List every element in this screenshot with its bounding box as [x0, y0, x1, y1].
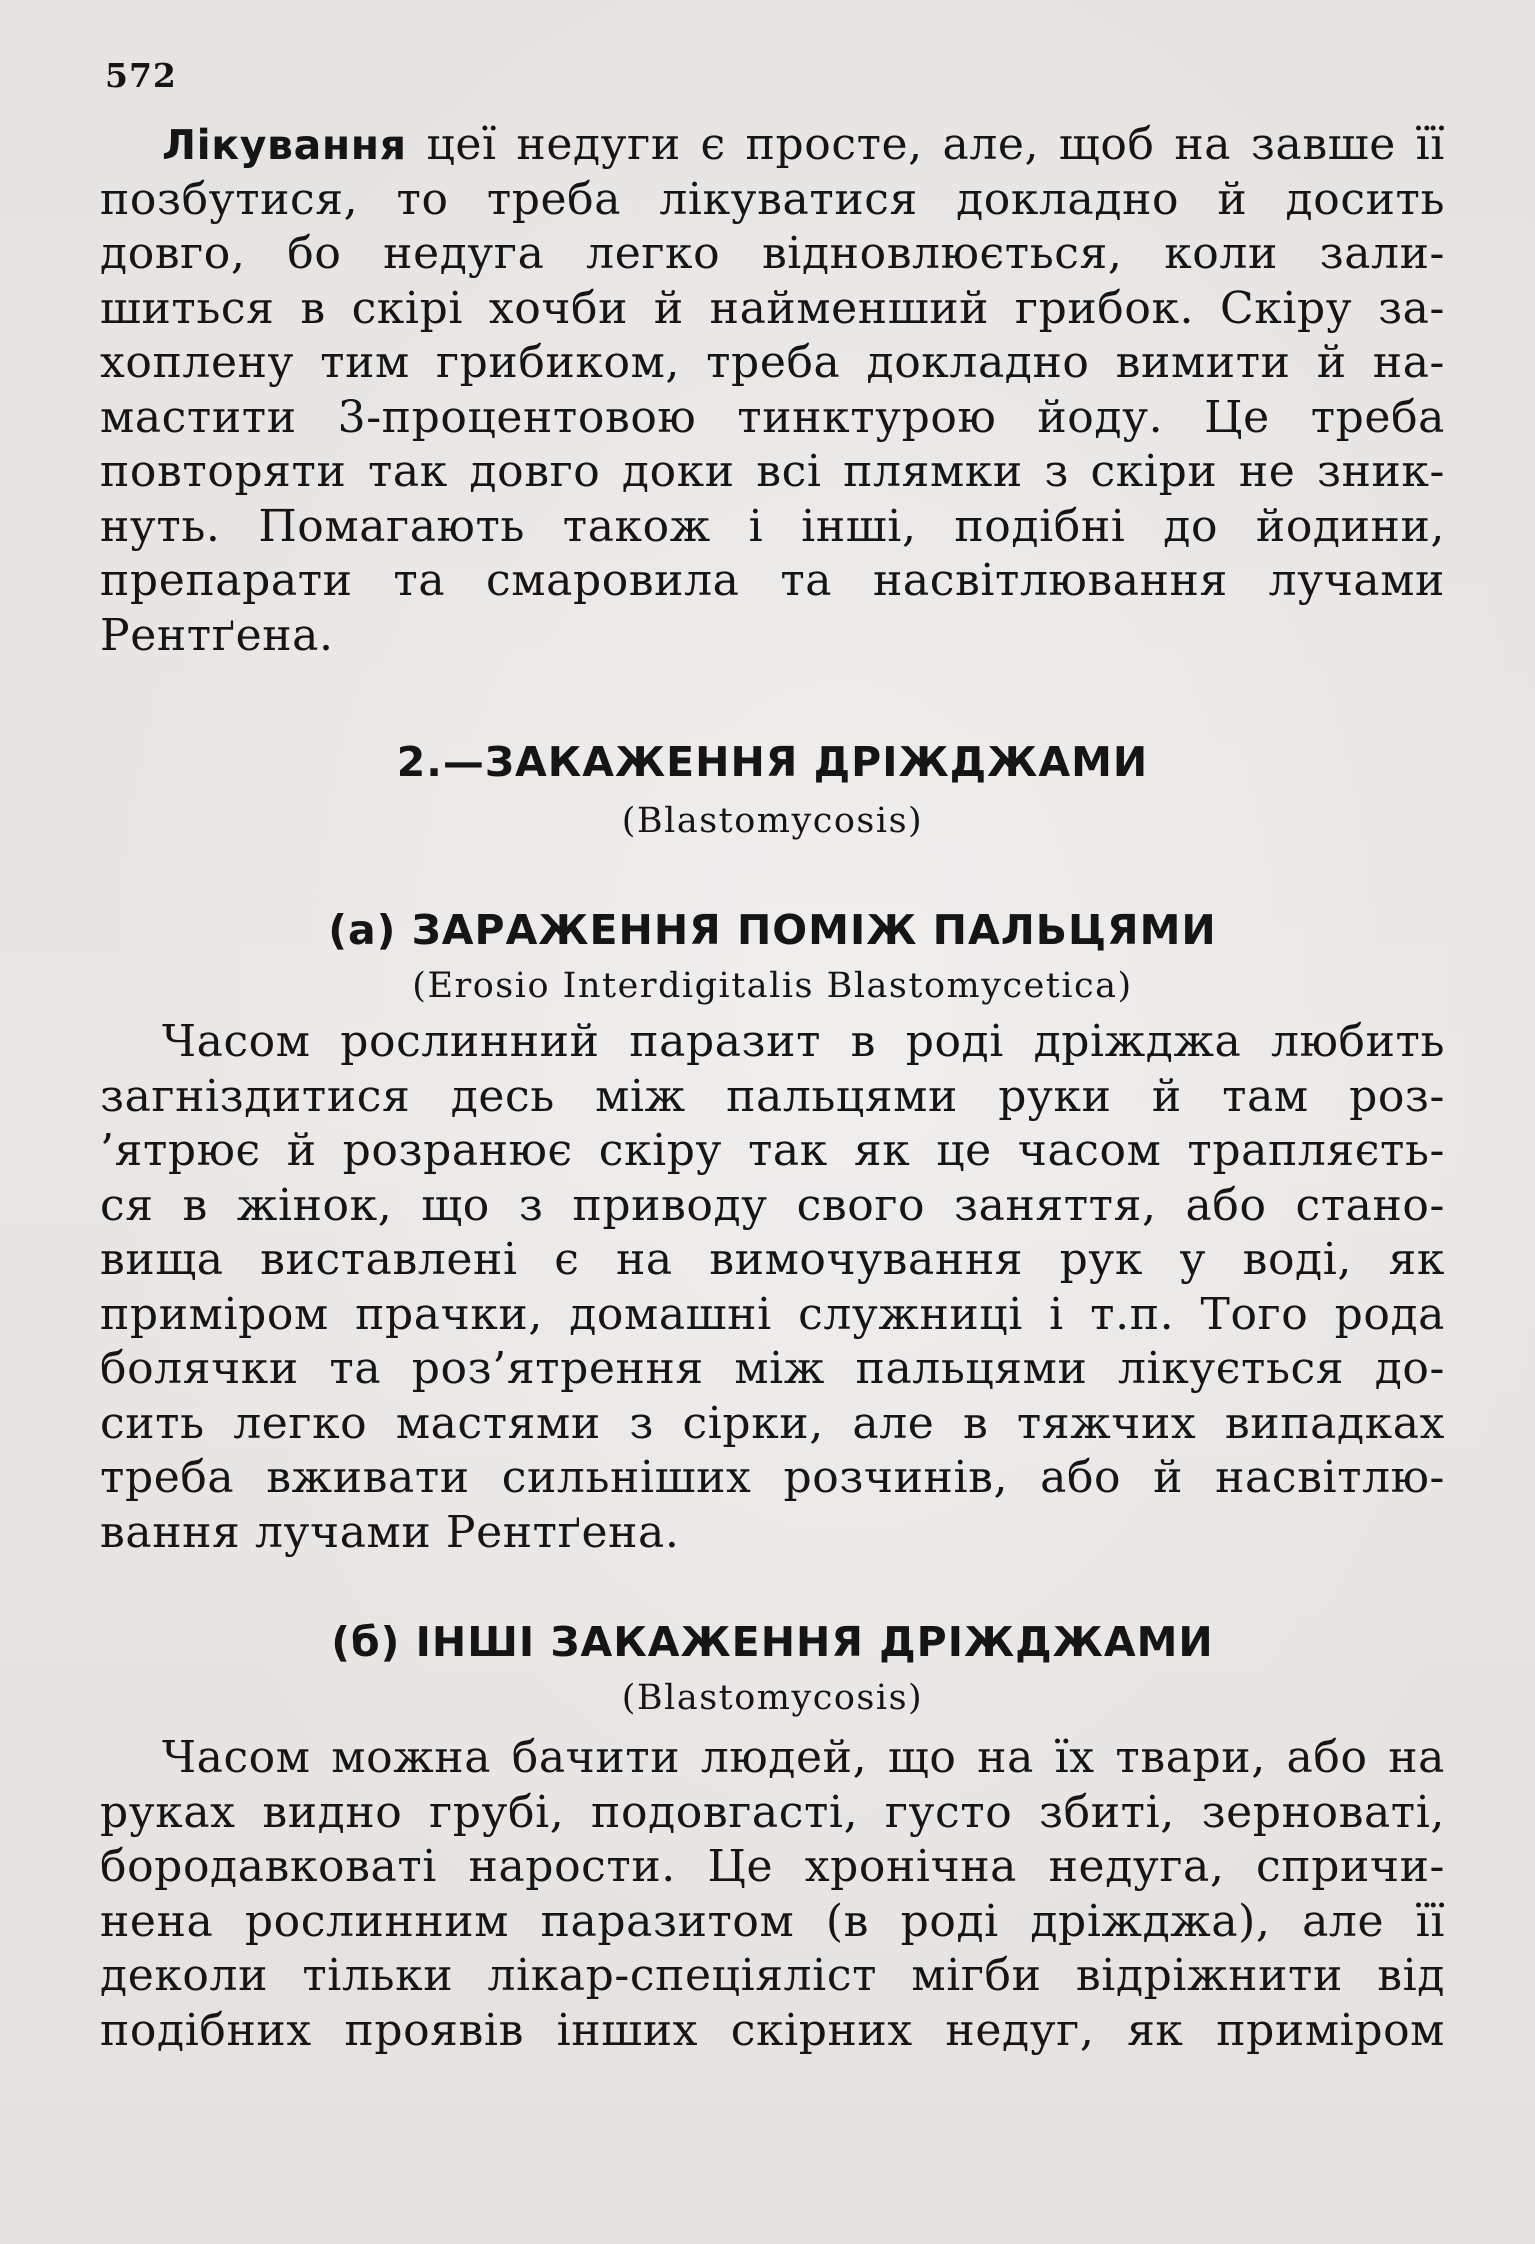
paragraph-line: хоплену тим грибиком, треба докладно вимити й на-	[100, 337, 1445, 388]
treatment-paragraph	[100, 118, 1445, 663]
subsection-heading-other-yeast: (б) ІНШІ ЗАКАЖЕННЯ ДРІЖДЖАМИ	[331, 1618, 1214, 1666]
paragraph-line: вання лучами Рентґена.	[100, 1506, 680, 1558]
paragraph-line: ся в жінок, що з приводу свого заняття, або стано-	[100, 1179, 1445, 1231]
subsection-latin-name: (Erosio Interdigitalis Blastomycetica)	[412, 966, 1133, 1006]
paragraph-line: Лікування цеї недуги є просте, але, щоб на завше її	[162, 119, 1445, 170]
paragraph-line: Рентґена.	[100, 609, 334, 661]
section-latin-name: (Blastomycosis)	[621, 801, 924, 841]
paragraph-line: нуть. Помагають також і інші, подібні до йодини,	[100, 500, 1445, 552]
paragraph-line: позбутися, то треба лікуватися докладно й досить	[100, 173, 1445, 225]
subsection-heading-interdigital: (а) ЗАРАЖЕННЯ ПОМІЖ ПАЛЬЦЯМИ	[328, 906, 1217, 954]
interdigital-paragraph	[100, 1015, 1445, 1560]
other-yeast-paragraph	[100, 1731, 1445, 2058]
paragraph-line: Часом рослинний паразит в роді дріжджа любить	[162, 1016, 1445, 1067]
paragraph-line: приміром прачки, домашні служниці і т.п. Того рода	[100, 1288, 1445, 1340]
paragraph-line: загніздитися десь між пальцями руки й там роз-	[100, 1070, 1445, 1122]
paragraph-line: Часом можна бачити людей, що на їх твари, або на	[162, 1732, 1445, 1783]
paragraph-line: мастити 3-процентовою тинктурою йоду. Це треба	[100, 391, 1445, 443]
paragraph-line: повторяти так довго доки всі плямки з скіри не зник-	[100, 446, 1445, 497]
paragraph-line: довго, бо недуга легко відновлюється, коли зали-	[100, 228, 1445, 279]
paragraph-line: деколи тільки лікар-спеціяліст мігби відріжнити від	[100, 1950, 1445, 2001]
paragraph-line: треба вживати сильніших розчинів, або й насвітлю-	[100, 1452, 1445, 1503]
paragraph-line: бородавковаті нарости. Це хронічна недуга, спричи-	[100, 1841, 1445, 1892]
section-heading-yeast-infection: 2.—ЗАКАЖЕННЯ ДРІЖДЖАМИ	[396, 738, 1149, 786]
paragraph-line: шиться в скірі хочби й найменший грибок. Скіру за-	[100, 282, 1445, 334]
paragraph-line: ’ятрює й розранює скіру так як це часом трапляєть-	[100, 1125, 1445, 1176]
paragraph-line: сить легко мастями з сірки, але в тяжчих випадках	[100, 1397, 1445, 1449]
paragraph-line: руках видно грубі, подовгасті, густо збиті, зерноваті,	[100, 1786, 1445, 1838]
subsection-latin-name: (Blastomycosis)	[621, 1678, 924, 1718]
paragraph-line: болячки та роз’ятрення між пальцями лікується до-	[100, 1343, 1445, 1394]
paragraph-line: препарати та смаровила та насвітлювання лучами	[100, 555, 1445, 606]
paragraph-line: вища виставлені є на вимочування рук у воді, як	[100, 1234, 1445, 1285]
paragraph-line: нена рослинним паразитом (в роді дріжджа), але її	[100, 1895, 1445, 1947]
treatment-lead-word: Лікування	[162, 121, 407, 169]
paragraph-line: подібних проявів інших скірних недуг, як приміром	[100, 2004, 1445, 2056]
page-number: 572	[105, 56, 177, 95]
